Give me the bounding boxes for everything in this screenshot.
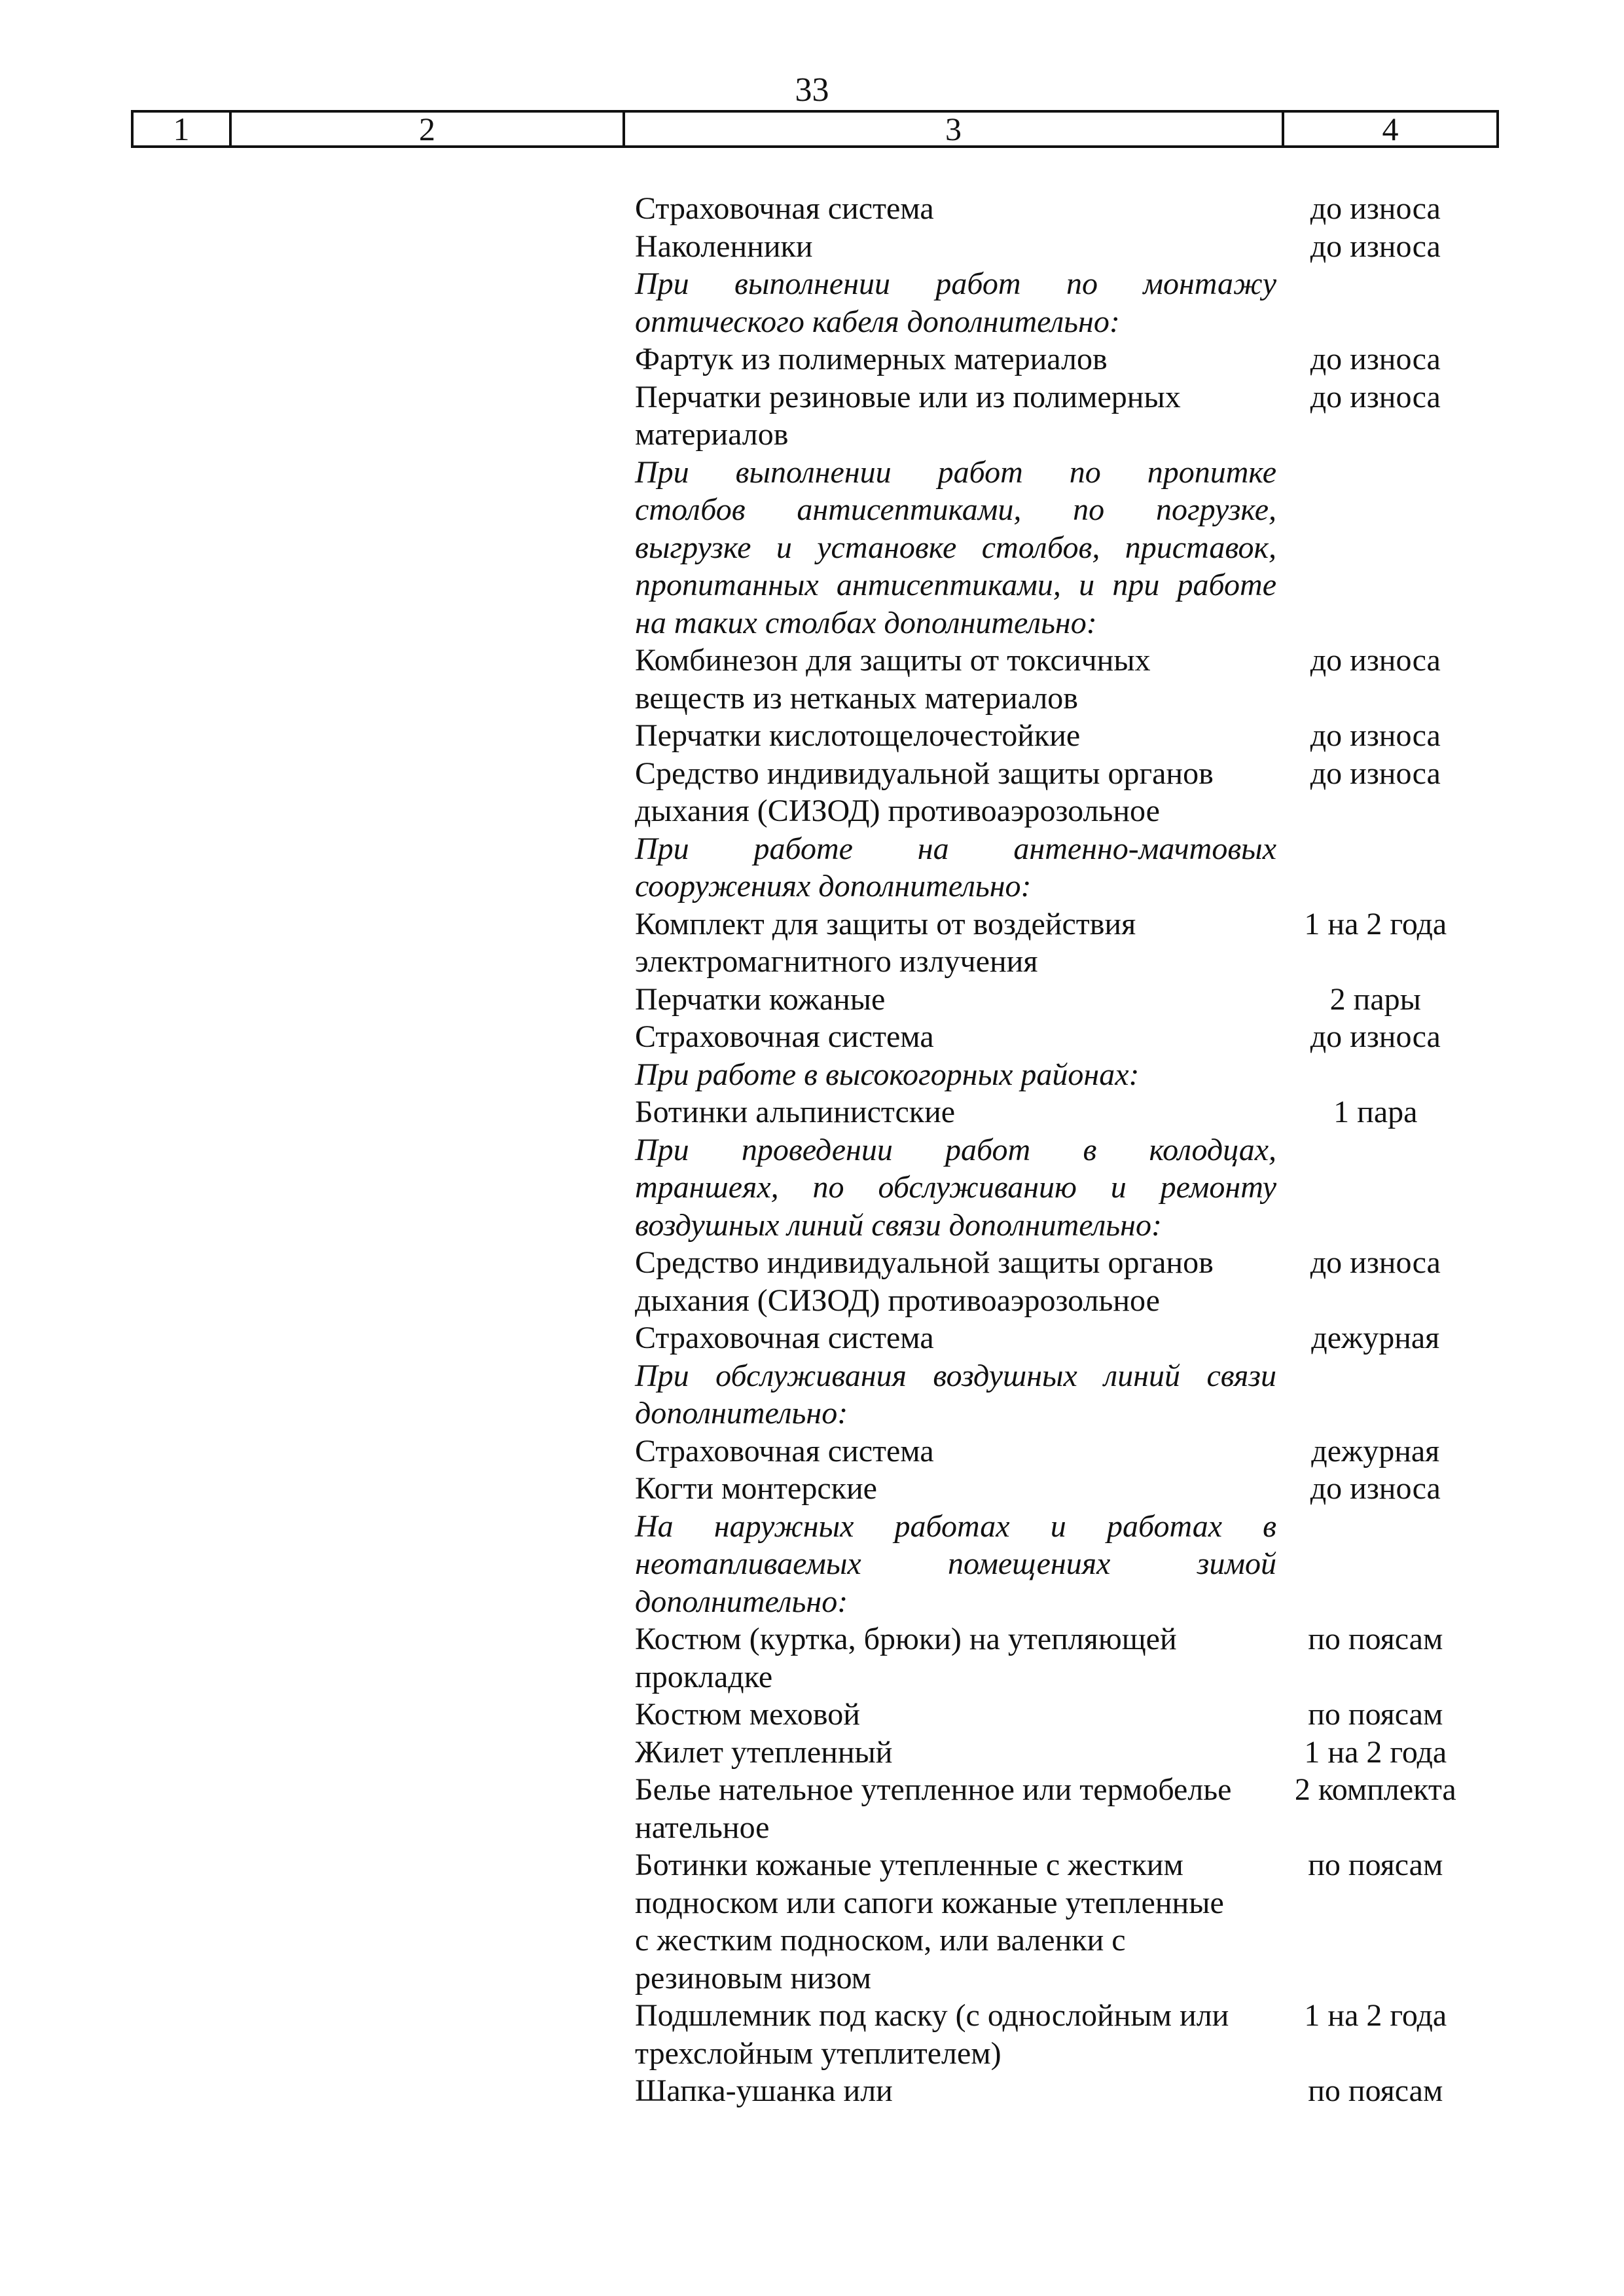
item-name: Наколенники: [635, 228, 813, 264]
section-heading-line: сооружениях дополнительно:: [635, 869, 1032, 903]
table-row: [635, 755, 1486, 830]
item-norm: по поясам: [1308, 2073, 1443, 2108]
table-row: [635, 905, 1486, 981]
section-heading-line: При работе в высокогорных районах:: [635, 1057, 1140, 1092]
item-norm: по поясам: [1308, 1848, 1443, 1882]
section-heading: [635, 830, 1276, 905]
item-norm: дежурная: [1311, 1321, 1440, 1355]
section-heading-line: При выполнении работ по пропитке: [635, 454, 1276, 490]
item-name: Костюм (куртка, брюки) на утепляющей прокладке: [635, 1622, 1177, 1694]
section-heading: [635, 1131, 1276, 1245]
table-row: [635, 1696, 1486, 1734]
table-row: [635, 1093, 1486, 1131]
section-heading-line: При работе на антенно-мачтовых: [635, 831, 1276, 866]
section-heading-row: [635, 265, 1486, 340]
table-row: [635, 642, 1486, 717]
item-name: Перчатки резиновые или из полимерных материалов: [635, 379, 1181, 452]
table-row: [635, 717, 1486, 755]
section-heading-line: оптического кабеля дополнительно:: [635, 304, 1120, 339]
section-heading: [635, 265, 1276, 340]
table-row: [635, 1997, 1486, 2072]
item-name: Страховочная система: [635, 191, 934, 226]
item-name: Ботинки альпинистские: [635, 1095, 956, 1129]
header-col-1: 1: [134, 113, 232, 145]
item-norm: 1 на 2 года: [1304, 1734, 1447, 1770]
item-norm: до износа: [1310, 342, 1441, 376]
item-norm: до износа: [1310, 718, 1441, 753]
item-norm: до износа: [1310, 191, 1441, 226]
section-heading: [635, 1056, 1276, 1094]
item-name: Средство индивидуальной защиты органов дыхания (СИЗОД) противоаэрозольное: [635, 1245, 1214, 1318]
item-norm: до износа: [1310, 379, 1441, 414]
section-heading-line: дополнительно:: [635, 1396, 848, 1430]
section-heading: [635, 454, 1276, 642]
section-heading-row: [635, 830, 1486, 905]
section-heading-line: столбов антисептиками, по погрузке,: [635, 492, 1276, 527]
section-heading-line: На наружных работах и работах в: [635, 1508, 1276, 1544]
item-norm: до износа: [1310, 1245, 1441, 1280]
item-name: Комбинезон для защиты от токсичных веществ из нетканых материалов: [635, 643, 1151, 716]
section-heading-line: пропитанных антисептиками, и при работе: [635, 568, 1276, 602]
table-row: [635, 2072, 1486, 2110]
item-name: Подшлемник под каску (с однослойным или трехслойным утеплителем): [635, 1998, 1229, 2071]
table-row: [635, 340, 1486, 378]
table-row: [635, 1771, 1486, 1846]
table-row: [635, 1432, 1486, 1470]
item-norm: по поясам: [1308, 1697, 1443, 1732]
item-norm: 1 пара: [1333, 1095, 1418, 1129]
item-name: Комплект для защиты от воздействия электромагнитного излучения: [635, 906, 1136, 979]
item-name: Шапка-ушанка или: [635, 2073, 893, 2108]
item-name: Страховочная система: [635, 1321, 934, 1355]
item-name: Фартук из полимерных материалов: [635, 342, 1108, 376]
section-heading-row: [635, 1131, 1486, 1245]
section-heading-line: выгрузке и установке столбов, приставок,: [635, 530, 1276, 565]
section-heading-line: траншеях, по обслуживанию и ремонту: [635, 1170, 1276, 1205]
item-norm: 1 на 2 года: [1304, 906, 1447, 941]
section-heading-line: неотапливаемых помещениях зимой: [635, 1546, 1276, 1581]
item-norm: до износа: [1310, 1471, 1441, 1506]
section-heading-line: При выполнении работ по монтажу: [635, 266, 1276, 301]
item-norm: до износа: [1310, 756, 1441, 791]
section-heading-line: на таких столбах дополнительно:: [635, 605, 1097, 640]
item-name: Жилет утепленный: [635, 1734, 893, 1770]
page-number: 33: [795, 71, 829, 109]
table-row: [635, 1018, 1486, 1056]
item-name: Когти монтерские: [635, 1471, 877, 1506]
item-norm: 1 на 2 года: [1304, 1998, 1447, 2033]
section-heading-line: При обслуживания воздушных линий связи: [635, 1358, 1276, 1393]
section-heading: [635, 1357, 1276, 1432]
table-row: [635, 228, 1486, 266]
item-norm: по поясам: [1308, 1622, 1443, 1656]
header-col-2: 2: [232, 113, 625, 145]
section-heading-line: воздушных линий связи дополнительно:: [635, 1207, 1162, 1243]
table-header: [131, 110, 1499, 148]
item-name: Перчатки кислотощелочестойкие: [635, 718, 1081, 753]
item-name: Страховочная система: [635, 1019, 934, 1054]
item-name: Белье нательное утепленное или термобелье нательное: [635, 1772, 1232, 1845]
item-name: Костюм меховой: [635, 1697, 860, 1732]
item-norm: 2 комплекта: [1294, 1772, 1456, 1807]
table-row: [635, 1470, 1486, 1508]
section-heading-line: При проведении работ в колодцах,: [635, 1132, 1276, 1167]
item-norm: до износа: [1310, 643, 1441, 678]
item-norm: 2 пары: [1329, 981, 1421, 1017]
item-norm: до износа: [1310, 228, 1441, 264]
table-row: [635, 190, 1486, 228]
table-row: [635, 1734, 1486, 1772]
table-row: [635, 1620, 1486, 1696]
section-heading-line: дополнительно:: [635, 1584, 848, 1619]
header-col-3: 3: [625, 113, 1284, 145]
table-row: [635, 1244, 1486, 1319]
header-col-4: 4: [1382, 111, 1399, 147]
table-row: [635, 1846, 1486, 1997]
table-row: [635, 981, 1486, 1019]
table-row: [635, 378, 1486, 454]
section-heading-row: [635, 1508, 1486, 1621]
section-heading-row: [635, 1056, 1486, 1094]
item-name: Перчатки кожаные: [635, 981, 886, 1017]
section-heading-row: [635, 1357, 1486, 1432]
table-body: [635, 190, 1486, 2110]
item-name: Страховочная система: [635, 1433, 934, 1468]
item-norm: до износа: [1310, 1019, 1441, 1054]
item-norm: дежурная: [1311, 1433, 1440, 1468]
section-heading: [635, 1508, 1276, 1621]
item-name: Средство индивидуальной защиты органов дыхания (СИЗОД) противоаэрозольное: [635, 756, 1214, 828]
item-name: Ботинки кожаные утепленные с жестким подноском или сапоги кожаные утепленные с жестким подноском, или валенки с резиновым низом: [635, 1848, 1224, 1995]
section-heading-row: [635, 454, 1486, 642]
table-row: [635, 1319, 1486, 1357]
